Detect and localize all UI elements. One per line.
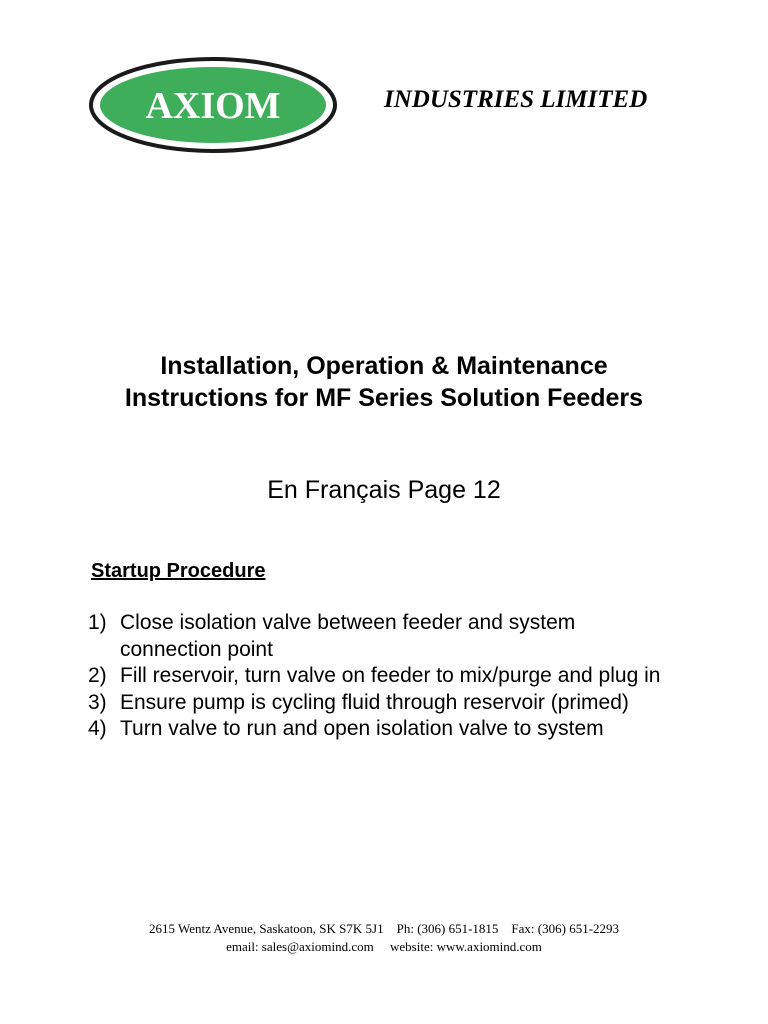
startup-step	[88, 663, 680, 690]
step-text: Close isolation valve between feeder and system connection point	[120, 611, 576, 661]
step-number: 3)	[88, 690, 107, 714]
step-text: Turn valve to run and open isolation valve to system	[120, 717, 604, 740]
french-version-note: En Français Page 12	[267, 476, 501, 504]
step-text: Ensure pump is cycling fluid through reservoir (primed)	[120, 690, 629, 714]
startup-steps-list	[88, 610, 680, 743]
step-text: Fill reservoir, turn valve on feeder to mix/purge and plug in	[120, 664, 661, 687]
startup-step	[88, 610, 680, 663]
email-website-line: email: sales@axiomind.com website: www.axiomind.com	[226, 939, 542, 954]
title-line-1: Installation, Operation & Maintenance	[160, 352, 608, 380]
title-line-2: Instructions for MF Series Solution Feeders	[124, 384, 644, 412]
address-line: 2615 Wentz Avenue, Saskatoon, SK S7K 5J1 Ph: (306) 651-1815 Fax: (306) 651-2293	[148, 921, 620, 936]
axiom-logo	[88, 56, 338, 154]
step-number: 1)	[88, 611, 107, 634]
company-name: INDUSTRIES LIMITED	[384, 86, 648, 113]
document-title	[0, 350, 768, 414]
step-number: 4)	[88, 717, 107, 740]
contact-footer	[0, 920, 768, 956]
logo-text: AXIOM	[145, 85, 281, 127]
startup-step	[88, 716, 680, 743]
startup-step	[88, 690, 680, 717]
startup-procedure-heading: Startup Procedure	[91, 560, 266, 582]
step-number: 2)	[88, 664, 107, 687]
